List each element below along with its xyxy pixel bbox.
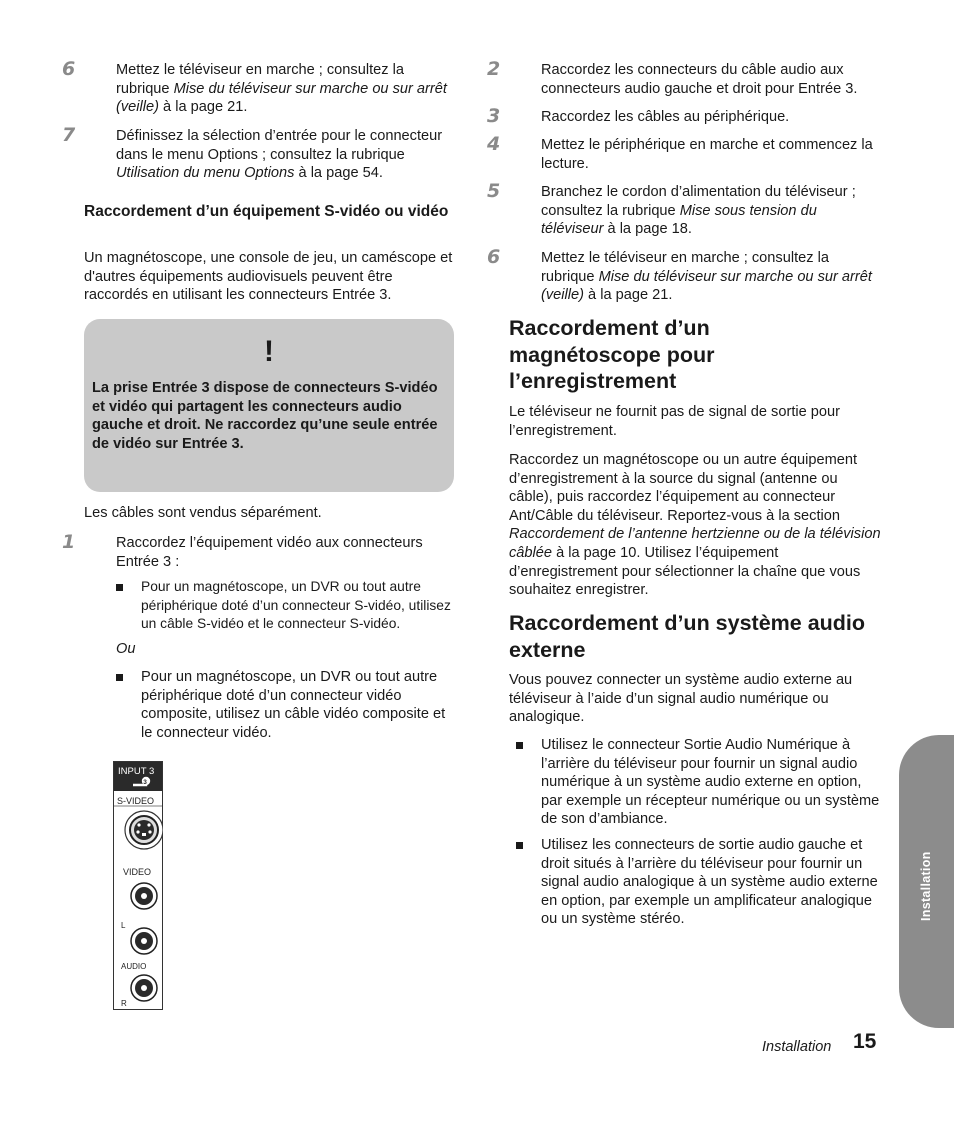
step-1 [62, 531, 456, 571]
step-text: Raccordez les câbles au périphérique. [541, 109, 790, 125]
note-text: La prise Entrée 3 dispose de connecteurs S-vidéo et vidéo qui partagent les connecteurs audio gauche et droit. Ne raccordez qu’une seule entrée de vidéo sur Entrée 3. [92, 380, 438, 452]
bullet-square [116, 674, 123, 681]
panel-video-label: VIDEO [123, 867, 152, 877]
heading-external-audio: Raccordement d’un système audio externe [509, 611, 866, 662]
bullet-composite [116, 668, 456, 742]
step-number: 7 [62, 124, 76, 146]
page-number: 15 [853, 1030, 877, 1053]
side-tab-label: Installation [919, 851, 933, 921]
step-text: Branchez le cordon d’alimentation du téléviseur ; consultez la rubrique Mise sous tension du téléviseur à la page 18. [541, 184, 856, 238]
warning-note [84, 319, 454, 492]
step-text: Définissez la sélection d’entrée pour le connecteur dans le menu Options ; consultez la rubrique Utilisation du menu Options à la page 54. [116, 128, 443, 182]
bullet-svideo [116, 578, 456, 634]
panel-input-number: 3 [143, 779, 147, 786]
step-6-right [487, 246, 881, 305]
step-2 [487, 58, 881, 98]
step-text: Mettez le périphérique en marche et commencez la lecture. [541, 137, 873, 172]
bullet-square [516, 742, 523, 749]
intro-paragraph: Un magnétoscope, une console de jeu, un caméscope et d'autres équipements audiovisuels peuvent être raccordés en utilisant les connecteurs Entrée 3. [84, 250, 453, 304]
step-text: Mettez le téléviseur en marche ; consultez la rubrique Mise du téléviseur sur marche ou sur arrêt (veille) à la page 21. [116, 62, 447, 116]
step-number: 1 [62, 531, 76, 553]
step-number: 5 [487, 180, 501, 202]
step-6-left [62, 58, 456, 117]
step-4 [487, 133, 881, 173]
input-3-connector-panel [113, 761, 163, 1010]
panel-r-label: R [121, 999, 127, 1008]
connector-panel-drawing [113, 761, 163, 1010]
step-text: Raccordez les connecteurs du câble audio aux connecteurs audio gauche et droit pour Entrée 3. [541, 62, 858, 97]
step-3 [487, 105, 881, 127]
panel-audio-label: AUDIO [121, 962, 147, 971]
bullet-text: Pour un magnétoscope, un DVR ou tout autre périphérique doté d’un connecteur vidéo composite, utilisez un câble vidéo composite et le connecteur vidéo. [141, 669, 446, 741]
subheading-svideo: Raccordement d’un équipement S-vidéo ou vidéo [84, 203, 449, 220]
step-number: 2 [487, 58, 501, 80]
bullet-text: Pour un magnétoscope, un DVR ou tout autre périphérique doté d’un connecteur S-vidéo, utilisez un câble S-vidéo et le connecteur S-vidéo. [141, 579, 451, 632]
step-text: Raccordez l’équipement vidéo aux connecteurs Entrée 3 : [116, 535, 423, 570]
step-number: 6 [62, 58, 76, 80]
exclamation-icon: ! [264, 335, 274, 368]
bullet-text: Utilisez le connecteur Sortie Audio Numérique à l’arrière du téléviseur pour fournir un signal audio numérique à un système audio externe en option, par exemple un récepteur numérique ou un système de son d’ambiance. [541, 737, 880, 828]
bullet-square [516, 842, 523, 849]
step-number: 3 [487, 105, 501, 127]
cables-note: Les câbles sont vendus séparément. [84, 505, 322, 521]
bullet-square [116, 584, 123, 591]
step-5 [487, 180, 881, 239]
section-side-tab [899, 735, 954, 1028]
step-number: 4 [487, 133, 501, 155]
bullet-digital-audio [516, 736, 881, 829]
ou-text: Ou [116, 641, 136, 657]
paragraph-recording: Raccordez un magnétoscope ou un autre équipement d’enregistrement à la source du signal (antenne ou câble), puis raccordez l’équipement au connecteur Ant/Câble du téléviseur. Reportez-vous à la section Raccordement de l’antenne hertzienne ou de la télévision câblée à la page 10. Utilisez l’équipement d’enregistrement pour sélectionner la chaîne que vous souhaitez enregistrer. [509, 452, 881, 599]
bullet-analog-audio [516, 836, 881, 929]
panel-input-label: INPUT 3 [118, 766, 155, 777]
step-number: 6 [487, 246, 501, 268]
step-text: Mettez le téléviseur en marche ; consultez la rubrique Mise du téléviseur sur marche ou sur arrêt (veille) à la page 21. [541, 250, 872, 304]
paragraph-no-output: Le téléviseur ne fournit pas de signal de sortie pour l’enregistrement. [509, 404, 840, 439]
bullet-text: Utilisez les connecteurs de sortie audio gauche et droit situés à l’arrière du téléviseur pour fournir un signal audio analogique à un système audio externe en option, par exemple un amplificateur analogique ou un système stéréo. [541, 837, 878, 928]
step-7 [62, 124, 456, 183]
footer-section-label: Installation [762, 1039, 832, 1055]
heading-vcr-recording: Raccordement d’un magnétoscope pour l’enregistrement [509, 316, 715, 393]
panel-l-label: L [121, 921, 126, 930]
panel-svideo-label: S-VIDEO [117, 796, 155, 806]
paragraph-external-audio: Vous pouvez connecter un système audio externe au téléviseur à l’aide d’un signal audio numérique ou analogique. [509, 672, 853, 726]
